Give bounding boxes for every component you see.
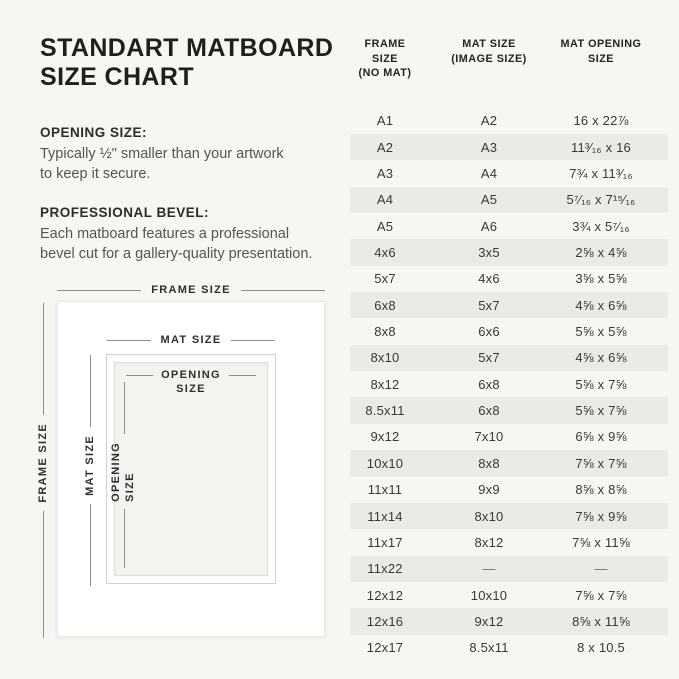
table-cell: 8x12: [474, 534, 504, 550]
dimension-line: [126, 375, 153, 376]
dimension-line: [57, 290, 141, 291]
opening-size-body-line1: Typically ½" smaller than your artwork: [40, 145, 284, 162]
table-row: [350, 397, 668, 423]
table-cell: A2: [376, 139, 394, 155]
table-header-row: [350, 37, 668, 81]
table-cell: A3: [376, 166, 394, 182]
table-cell: 12x17: [366, 640, 404, 656]
table-row: [350, 292, 668, 318]
table-row: [350, 266, 668, 292]
header-frame-size-line2: (NO MAT): [358, 67, 412, 80]
table-cell: 10x10: [470, 587, 508, 603]
table-cell: 6⅝ x 9⅝: [575, 429, 627, 445]
table-row: [350, 582, 668, 608]
table-row: [350, 424, 668, 450]
table-row: [350, 187, 668, 213]
table-cell: 8x10: [474, 508, 504, 524]
table-row: [350, 556, 668, 582]
size-table: [350, 37, 668, 661]
page-title-line1: STANDART MATBOARD: [40, 34, 334, 62]
table-cell: A3: [480, 139, 498, 155]
table-cell: 9x12: [474, 613, 504, 629]
table-cell: 11x22: [367, 561, 403, 577]
table-cell: 5⅝ x 7⅝: [575, 376, 627, 392]
table-cell: 7⅝ x 7⅝: [575, 455, 627, 471]
table-cell: 10x10: [366, 455, 404, 471]
table-row: [350, 503, 668, 529]
table-cell: 5x7: [478, 350, 500, 366]
table-cell: 3⅝ x 5⅝: [575, 271, 627, 287]
opening-size-vertical-line1: OPENING: [110, 441, 123, 502]
section-professional-bevel: [40, 205, 342, 265]
header-mat-opening-size-line2: SIZE: [588, 52, 614, 65]
opening-size-label-line2: SIZE: [176, 383, 206, 396]
table-cell: A4: [480, 166, 498, 182]
table-cell: A4: [376, 192, 394, 208]
table-cell: 9x12: [370, 429, 400, 445]
dimension-line: [241, 290, 325, 291]
table-cell: 5x7: [374, 271, 396, 287]
dimension-line: [229, 375, 256, 376]
table-cell: 5⁷⁄₁₆ x 7¹⁵⁄₁₆: [566, 192, 636, 208]
professional-bevel-heading: PROFESSIONAL BEVEL:: [40, 204, 210, 220]
table-cell: 8x12: [370, 376, 400, 392]
table-cell: A2: [480, 113, 498, 129]
table-cell: 4x6: [374, 245, 396, 261]
table-cell: 16 x 22⅞: [573, 113, 629, 129]
dimension-line: [90, 504, 91, 586]
table-cell: 6x8: [478, 403, 500, 419]
header-mat-opening-size-line1: MAT OPENING: [560, 38, 642, 50]
table-cell: 5⅝ x 7⅝: [575, 403, 627, 419]
table-cell: 4x6: [478, 271, 500, 287]
table-cell: 8 x 10.5: [577, 640, 625, 656]
page-title: [40, 34, 342, 93]
dimension-line: [43, 303, 44, 415]
dimension-line: [231, 340, 275, 341]
table-cell: 7⅝ x 9⅝: [575, 508, 627, 524]
table-cell: A6: [480, 218, 498, 234]
table-row: [350, 134, 668, 160]
table-cell: 7x10: [474, 429, 504, 445]
header-mat-size-line1: MAT SIZE: [462, 38, 516, 50]
table-cell: —: [594, 561, 608, 577]
frame-size-dimension-top: [57, 284, 325, 296]
table-cell: 6x6: [478, 324, 500, 340]
table-row: [350, 318, 668, 344]
left-column: [40, 34, 342, 285]
dimension-line: [90, 355, 91, 427]
table-cell: 11³⁄₁₆ x 16: [570, 139, 631, 155]
mat-size-dimension-left: [83, 355, 97, 586]
table-row: [350, 477, 668, 503]
table-cell: A1: [376, 113, 394, 129]
header-frame-size-line1: FRAME SIZE: [364, 38, 406, 65]
table-cell: 8x8: [374, 324, 396, 340]
table-cell: 8x8: [478, 455, 500, 471]
table-cell: 12x16: [366, 613, 404, 629]
table-row: [350, 239, 668, 265]
table-row: [350, 108, 668, 134]
table-cell: A5: [376, 218, 394, 234]
table-cell: 9x9: [478, 482, 500, 498]
table-row: [350, 371, 668, 397]
matboard-diagram: [37, 282, 342, 650]
opening-size-vertical-label: [110, 442, 138, 502]
header-mat-size: [420, 37, 558, 81]
table-cell: 6x8: [374, 297, 396, 313]
mat-size-vertical-label: MAT SIZE: [84, 435, 96, 497]
frame-size-vertical-label: FRAME SIZE: [37, 423, 49, 503]
table-row: [350, 213, 668, 239]
table-row: [350, 529, 668, 555]
opening-size-vertical-line2: SIZE: [124, 471, 136, 502]
table-cell: 8.5x11: [469, 640, 509, 656]
header-mat-size-line2: (IMAGE SIZE): [451, 52, 527, 65]
table-cell: 5x7: [478, 297, 500, 313]
table-cell: 5⅝ x 5⅝: [575, 324, 627, 340]
table-cell: 7⅝ x 11⅝: [572, 534, 630, 550]
header-mat-opening-size: [558, 37, 644, 81]
table-cell: 8⅝ x 8⅝: [575, 482, 627, 498]
header-frame-size: [350, 37, 420, 81]
table-cell: 2⅝ x 4⅝: [575, 245, 627, 261]
dimension-line: [124, 509, 125, 568]
page-title-line2: SIZE CHART: [40, 63, 194, 92]
opening-size-label: [153, 368, 229, 397]
table-row: [350, 345, 668, 371]
frame-size-label: FRAME SIZE: [151, 284, 231, 296]
table-row: [350, 608, 668, 634]
table-cell: 11x14: [367, 508, 403, 524]
opening-size-dimension-left: [110, 382, 136, 568]
table-cell: 8.5x11: [365, 403, 405, 419]
table-cell: —: [482, 561, 496, 577]
professional-bevel-body-line2: bevel cut for a gallery-quality presentation.: [40, 246, 313, 263]
dimension-line: [124, 382, 125, 434]
opening-size-body-line2: to keep it secure.: [40, 166, 151, 183]
table-cell: 11x11: [367, 482, 403, 498]
dimension-line: [43, 511, 44, 638]
opening-size-label-line1: OPENING: [161, 369, 221, 381]
table-cell: 8⅝ x 11⅝: [572, 613, 630, 629]
table-row: [350, 160, 668, 186]
mat-size-dimension-top: [107, 334, 275, 346]
table-cell: 6x8: [478, 376, 500, 392]
table-row: [350, 450, 668, 476]
table-cell: 7⅝ x 7⅝: [575, 587, 627, 603]
table-cell: 3¾ x 5⁷⁄₁₆: [572, 218, 630, 234]
table-cell: 11x17: [367, 534, 403, 550]
table-cell: 4⅝ x 6⅝: [575, 297, 627, 313]
section-opening-size: [40, 125, 342, 185]
frame-size-dimension-left: [36, 303, 50, 638]
table-body: [350, 108, 668, 661]
table-row: [350, 635, 668, 661]
table-cell: 4⅝ x 6⅝: [575, 350, 627, 366]
professional-bevel-body-line1: Each matboard features a professional: [40, 225, 290, 242]
opening-size-dimension-top: [107, 368, 275, 397]
table-cell: 7¾ x 11³⁄₁₆: [569, 166, 633, 182]
table-cell: A5: [480, 192, 498, 208]
opening-size-heading: OPENING SIZE:: [40, 124, 148, 140]
table-cell: 8x10: [370, 350, 400, 366]
table-cell: 3x5: [478, 245, 500, 261]
mat-size-label: MAT SIZE: [160, 334, 222, 346]
table-cell: 12x12: [366, 587, 404, 603]
dimension-line: [107, 340, 151, 341]
